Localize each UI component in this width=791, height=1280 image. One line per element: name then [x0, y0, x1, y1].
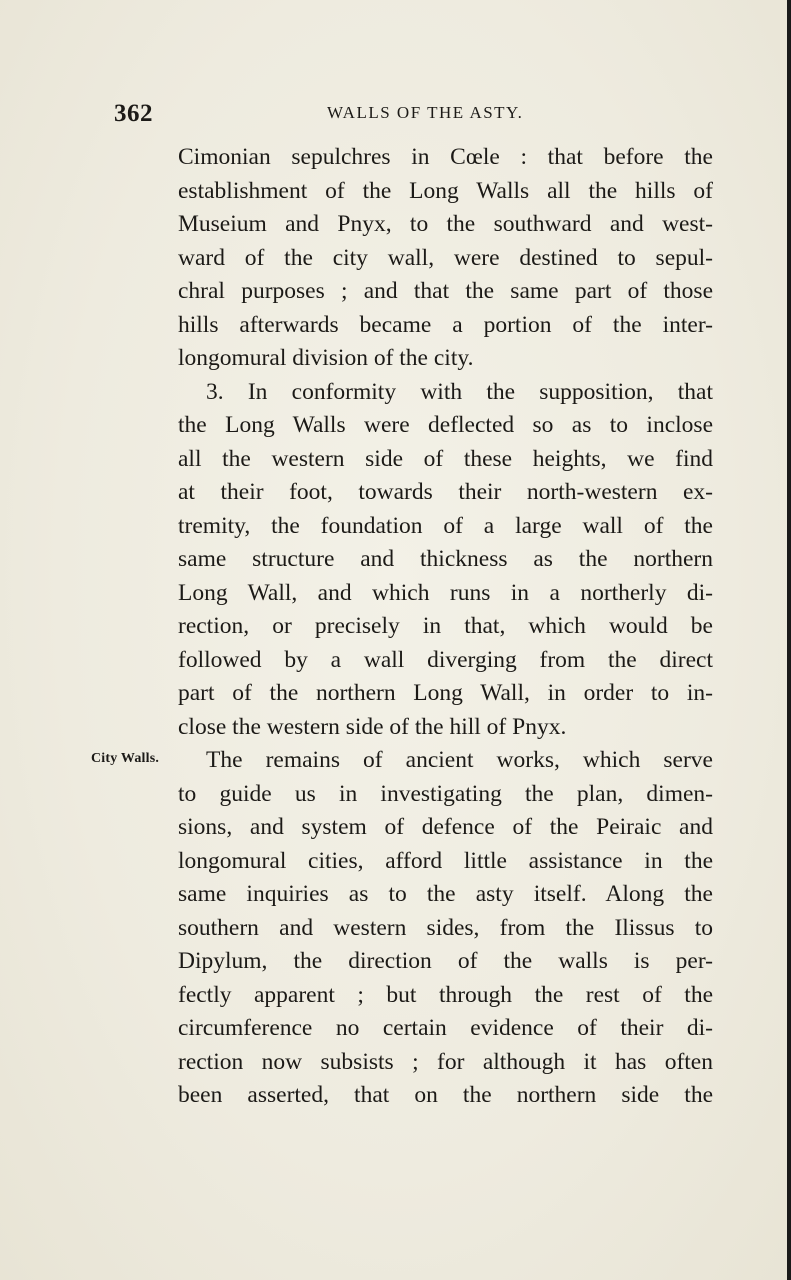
- text-line: chral purposes ; and that the same part of those: [178, 278, 713, 304]
- text-line: longomural cities, afford little assistance in the: [178, 847, 713, 874]
- page-edge: [787, 0, 791, 1280]
- text-line: rection, or precisely in that, which would be: [178, 613, 713, 639]
- text-line: same structure and thickness as the northern: [178, 546, 713, 572]
- text-line: sions, and system of defence of the Peiraic and: [178, 814, 713, 840]
- text-line: establishment of the Long Walls all the hills of: [178, 177, 713, 204]
- text-line: Long Wall, and which runs in a northerly di-: [178, 579, 713, 606]
- text-line: The remains of ancient works, which serve: [206, 747, 713, 773]
- text-line: part of the northern Long Wall, in order to in-: [178, 680, 713, 706]
- text-line: hills afterwards became a portion of the inter-: [178, 311, 713, 338]
- text-line: circumference no certain evidence of their di-: [178, 1015, 713, 1041]
- text-line: followed by a wall diverging from the direct: [178, 646, 713, 673]
- text-line: the Long Walls were deflected so as to inclose: [178, 412, 713, 438]
- text-line: close the western side of the hill of Pnyx.: [178, 713, 567, 740]
- text-line: Dipylum, the direction of the walls is per-: [178, 948, 713, 974]
- text-line: at their foot, towards their north-western ex-: [178, 479, 713, 505]
- text-line: all the western side of these heights, we find: [178, 445, 713, 472]
- margin-note: City Walls.: [91, 751, 160, 766]
- page-number: 362: [114, 100, 153, 127]
- text-line: same inquiries as to the asty itself. Along the: [178, 881, 713, 907]
- text-line: 3. In conformity with the supposition, that: [206, 378, 713, 405]
- text-line: tremity, the foundation of a large wall of the: [178, 512, 713, 539]
- text-line: Cimonian sepulchres in Cœle : that before the: [178, 144, 713, 170]
- text-line: longomural division of the city.: [178, 345, 474, 371]
- text-line: southern and western sides, from the Ilissus to: [178, 914, 713, 941]
- body-text: [178, 141, 713, 1113]
- text-line: been asserted, that on the northern side the: [178, 1082, 713, 1108]
- text-line: ward of the city wall, were destined to sepul-: [178, 244, 713, 271]
- text-line: Museium and Pnyx, to the southward and west-: [178, 211, 713, 237]
- running-head: WALLS OF THE ASTY.: [327, 103, 524, 122]
- text-line: rection now subsists ; for although it has often: [178, 1048, 713, 1075]
- text-line: to guide us in investigating the plan, dimen-: [178, 780, 713, 807]
- text-line: fectly apparent ; but through the rest of the: [178, 981, 713, 1008]
